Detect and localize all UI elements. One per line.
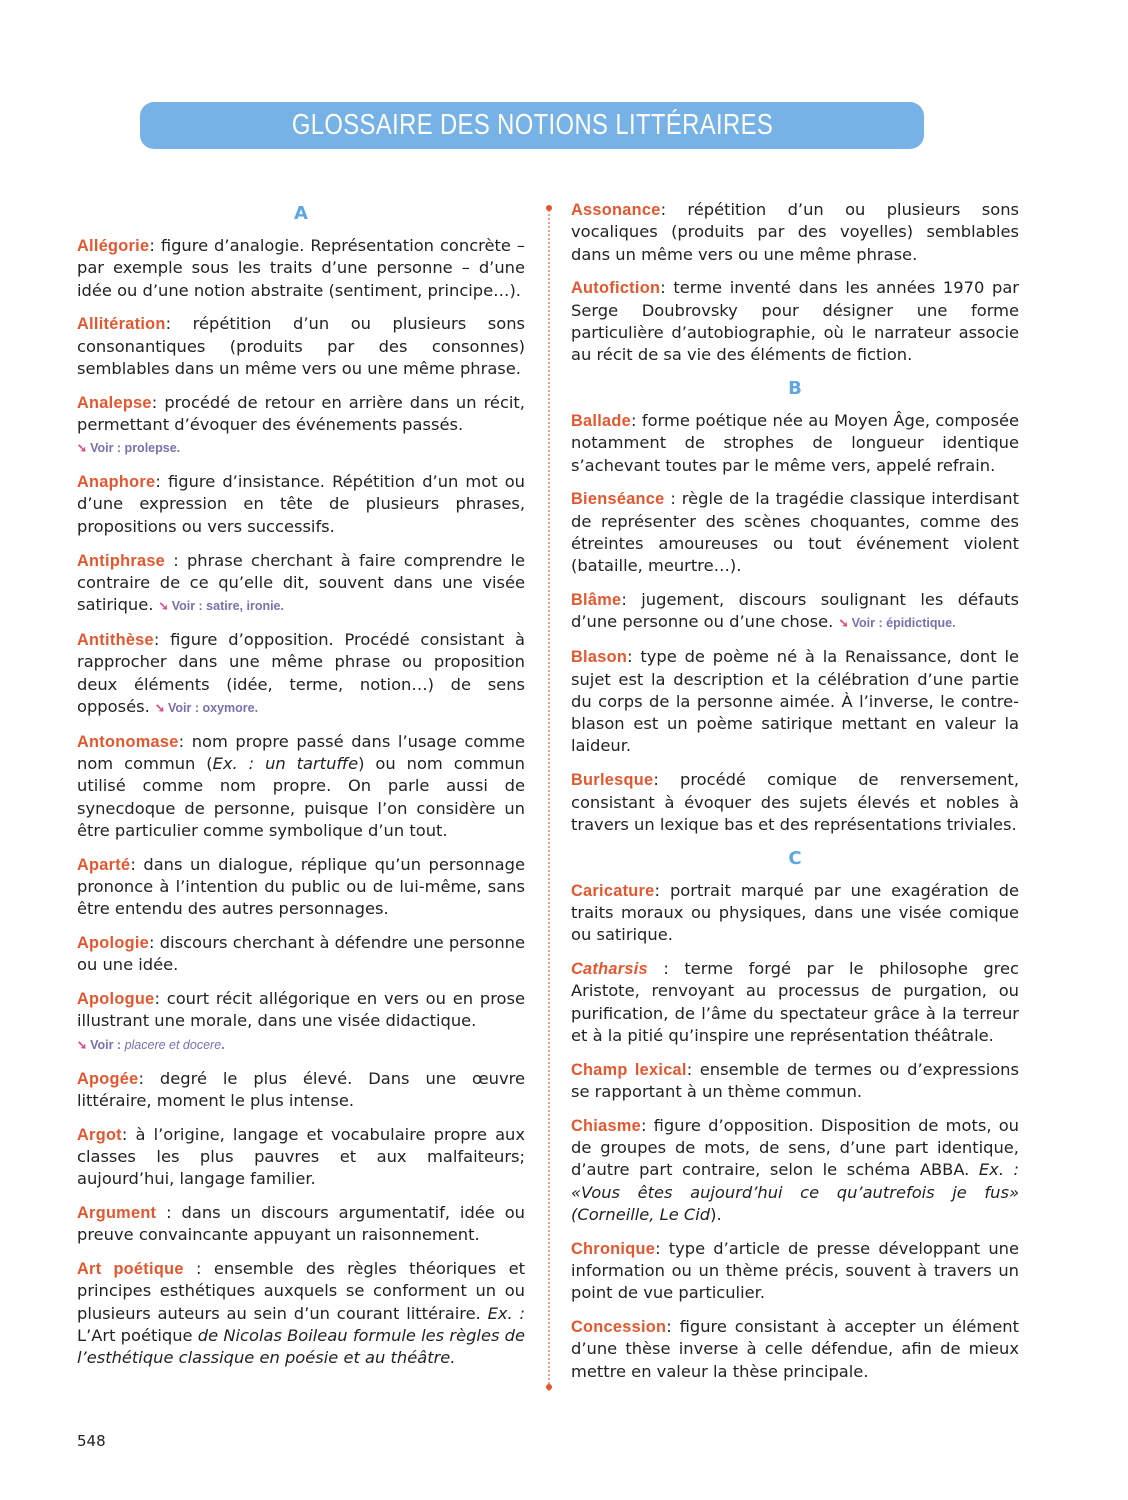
see-also-text: Voir : prolepse. <box>90 441 181 456</box>
entry-art-poetique <box>77 1258 525 1369</box>
definition: procédé de retour en arrière dans un récit, permettant d’évoquer des événements passés. <box>77 392 525 435</box>
entry-concession <box>571 1316 1019 1383</box>
see-also-text: Voir : satire, ironie. <box>171 599 284 614</box>
entry-blame <box>571 589 1019 635</box>
separator: : <box>627 647 633 667</box>
term: Apologie <box>77 934 150 953</box>
separator: : <box>631 411 637 431</box>
term: Assonance <box>571 201 661 219</box>
term: Blason <box>571 648 628 667</box>
term: Bienséance <box>571 490 665 509</box>
page-title: GLOSSAIRE DES NOTIONS LITTÉRAIRES <box>291 109 773 141</box>
definition: procédé comique de renversement, consistant à évoquer des sujets élevés et nobles à travers un lexique bas et des représentations triviales. <box>571 770 1019 834</box>
separator: : <box>155 472 161 492</box>
definition: portrait marqué par une exagération de traits moraux ou physiques, dans une visée comique ou satirique. <box>571 880 1019 945</box>
definition: figure consistant à accepter un élément d’une thèse inverse à celle défendue, afin de mieux mettre en valeur la thèse principale. <box>571 1317 1019 1381</box>
term: Apogée <box>77 1069 139 1088</box>
separator: : <box>183 1259 202 1279</box>
column-divider <box>548 207 550 1391</box>
term: Catharsis <box>571 960 648 979</box>
separator: : <box>666 1317 672 1337</box>
term: Allégorie <box>77 237 150 255</box>
arrow-down-right-icon: ➘ <box>77 1037 88 1052</box>
see-also-label: Voir : <box>90 1037 125 1052</box>
definition: terme inventé dans les années 1970 par Serge Doubrovsky pour désigner une forme particulière d’autobiographie, où le narrateur associe au récit de sa vie des éléments de fiction. <box>571 278 1019 365</box>
entry-champ-lexical <box>571 1059 1019 1104</box>
definition: ensemble des règles théoriques et principes esthétiques auxquels se conforment un ou plusieurs auteurs au sein d’un courant littéraire. <box>77 1259 525 1323</box>
separator: : <box>655 1238 661 1258</box>
divider-dot-top <box>546 205 552 211</box>
arrow-down-right-icon: ➘ <box>158 599 169 614</box>
entry-analepse <box>77 392 525 460</box>
definition: figure d’insistance. Répétition d’un mot ou d’une expression en tête de plusieurs phrases, propositions ou vers successifs. <box>77 472 525 536</box>
entry-bienseance <box>571 488 1019 577</box>
entry-chronique <box>571 1238 1019 1305</box>
see-also <box>155 701 258 715</box>
definition-cont: ). <box>710 1204 722 1224</box>
example-label: Ex. : <box>487 1303 525 1323</box>
divider-dot-bottom <box>546 1384 552 1390</box>
see-also <box>839 616 956 630</box>
definition: figure d’opposition. Procédé consistant à rapprocher dans une même phrase ou proposition deux éléments (idée, terme, notion…) de sens opposés. <box>77 629 525 716</box>
see-also <box>77 1038 225 1052</box>
term: Antonomase <box>77 732 179 751</box>
entry-burlesque <box>571 769 1019 836</box>
term: Allitération <box>77 315 166 334</box>
definition: répétition d’un ou plusieurs sons consonantiques (produits par des consonnes) semblables dans un même vers ou une même phrase. <box>77 314 525 378</box>
definition: dans un discours argumentatif, idée ou preuve convaincante appuyant un raisonnement. <box>77 1202 525 1245</box>
definition: type d’article de presse développant une information ou un thème précis, souvent à travers un point de vue particulier. <box>571 1238 1019 1303</box>
definition: dans un dialogue, réplique qu’un personnage prononce à l’intention du public ou de lui-même, sans être entendu des autres personnages. <box>77 854 525 919</box>
entry-argot <box>77 1124 525 1191</box>
entry-argument <box>77 1202 525 1247</box>
separator: : <box>664 489 676 509</box>
see-also-text: Voir : épidictique. <box>851 616 956 631</box>
left-column <box>77 199 525 1381</box>
term: Analepse <box>77 393 152 412</box>
definition: répétition d’un ou plusieurs sons vocaliques (produits par des voyelles) semblables dans un même vers ou une même phrase. <box>571 200 1019 264</box>
entry-antonomase <box>77 731 525 842</box>
term: Apologue <box>77 990 155 1009</box>
section-letter-c: C <box>788 847 802 869</box>
entry-chiasme <box>571 1115 1019 1226</box>
term: Anaphore <box>77 473 156 492</box>
definition-cont: ) ou nom commun utilisé comme nom propre. On parle aussi de synecdoque de personne, puisque l’on considère un être particulier comme symbolique d’un tout. <box>77 753 525 840</box>
entry-assonance <box>571 199 1019 266</box>
term: Blâme <box>571 591 622 610</box>
separator: : <box>154 989 160 1009</box>
example: de Nicolas Boileau formule les règles de l’esthétique classique en poésie et au théâtre. <box>77 1325 525 1368</box>
separator: : <box>165 550 179 570</box>
term: Aparté <box>77 855 131 874</box>
work-title: L’Art poétique <box>77 1325 193 1345</box>
term: Burlesque <box>571 771 654 790</box>
section-letter-a: A <box>294 203 308 224</box>
entry-aparte <box>77 854 525 921</box>
separator: : <box>121 1124 128 1144</box>
definition: nom propre passé dans l’usage comme nom commun ( <box>77 731 525 773</box>
entry-alliteration <box>77 313 525 380</box>
separator: : <box>149 236 155 255</box>
definition: à l’origine, langage et vocabulaire propre aux classes les plus pauvres et aux malfaiteurs; aujourd’hui, langage familier. <box>77 1124 525 1189</box>
entry-apologue <box>77 988 525 1056</box>
term: Autofiction <box>571 279 661 298</box>
see-also-text: placere et docere <box>124 1037 222 1052</box>
see-also-end: . <box>221 1037 225 1052</box>
entry-apologie <box>77 932 525 977</box>
separator: : <box>621 590 627 610</box>
page-number: 548 <box>77 1432 106 1450</box>
term: Antithèse <box>77 630 154 649</box>
term: Argument <box>77 1203 157 1222</box>
separator: : <box>178 731 185 751</box>
separator: : <box>130 854 136 874</box>
example: Ex. : «Vous êtes aujourd’hui ce qu’autrefois je fus» (Corneille, <box>571 1160 1019 1224</box>
see-also <box>159 599 284 613</box>
entry-catharsis <box>571 958 1019 1047</box>
separator: : <box>660 278 666 298</box>
title-banner <box>140 102 924 149</box>
arrow-down-right-icon: ➘ <box>154 700 165 715</box>
definition: figure d’analogie. Représentation concrète – par exemple sous les traits d’une personne – d’une idée ou d’une notion abstraite (sentiment, principe…). <box>77 236 525 300</box>
separator: : <box>138 1068 145 1088</box>
entry-blason <box>571 646 1019 757</box>
definition: phrase cherchant à faire comprendre le contraire de ce qu’elle dit, souvent dans une visée satirique. <box>77 550 525 615</box>
entry-caricature <box>571 880 1019 947</box>
definition: jugement, discours soulignant les défauts d’une personne ou d’une chose. <box>571 590 1019 632</box>
term: Chiasme <box>571 1116 641 1135</box>
section-letter-b: B <box>788 378 802 400</box>
term: Champ lexical <box>571 1060 687 1079</box>
definition: règle de la tragédie classique interdisant de représenter des scènes choquantes, comme des étreintes amoureuses ou tout événement violent (bataille, meurtre…). <box>571 489 1019 576</box>
entry-ballade <box>571 410 1019 477</box>
term: Ballade <box>571 412 632 431</box>
see-also <box>77 441 180 455</box>
definition: discours cherchant à défendre une personne ou une idée. <box>77 933 525 975</box>
separator: : <box>151 392 158 412</box>
entry-autofiction <box>571 277 1019 366</box>
entry-apogee <box>77 1068 525 1113</box>
definition: forme poétique née au Moyen Âge, composée notamment de strophes de longueur identique s’achevant toutes par le même vers, appelé refrain. <box>571 411 1019 475</box>
separator: : <box>165 314 172 334</box>
entry-allegorie <box>77 235 525 302</box>
work-title: Le Cid <box>659 1204 711 1224</box>
arrow-down-right-icon: ➘ <box>838 616 849 631</box>
arrow-down-right-icon: ➘ <box>77 441 88 456</box>
example: Ex. : un tartuffe <box>212 753 359 773</box>
definition: terme forgé par le philosophe grec Aristote, renvoyant au processus de purgation, ou purification, de l’âme du spectateur grâce à la terreur et à la pitié qu’inspire une représentation théâtrale. <box>571 959 1019 1045</box>
right-column <box>571 199 1019 1395</box>
term: Argot <box>77 1125 122 1144</box>
entry-antiphrase <box>77 550 525 618</box>
entry-anaphore <box>77 471 525 538</box>
term: Antiphrase <box>77 551 166 570</box>
entry-antithese <box>77 629 525 719</box>
separator: : <box>149 933 155 953</box>
separator: : <box>654 880 661 900</box>
definition: type de poème né à la Renaissance, dont le sujet est la description et la célébration d’une partie du corps de la personne aimée. À l’inverse, le contre-blason est un poème satirique mettant en valeur la laideur. <box>571 647 1019 756</box>
separator: : <box>660 200 667 219</box>
separator: : <box>647 959 669 979</box>
separator: : <box>640 1115 647 1135</box>
see-also-text: Voir : oxymore. <box>168 700 259 715</box>
definition: court récit allégorique en vers ou en prose illustrant une morale, dans une visée didactique. <box>77 989 525 1031</box>
separator: : <box>686 1059 693 1079</box>
term: Caricature <box>571 881 655 900</box>
separator: : <box>156 1202 172 1222</box>
separator: : <box>653 770 659 790</box>
term: Chronique <box>571 1239 656 1258</box>
separator: : <box>153 629 160 649</box>
definition: degré le plus élevé. Dans une œuvre littéraire, moment le plus intense. <box>77 1068 525 1110</box>
definition: ensemble de termes ou d’expressions se rapportant à un thème commun. <box>571 1059 1019 1101</box>
term: Concession <box>571 1318 667 1337</box>
term: Art poétique <box>77 1260 184 1279</box>
definition: figure d’opposition. Disposition de mots, ou de groupes de mots, de sens, d’une part identique, d’autre part contraire, selon le schéma ABBA. <box>571 1115 1019 1180</box>
